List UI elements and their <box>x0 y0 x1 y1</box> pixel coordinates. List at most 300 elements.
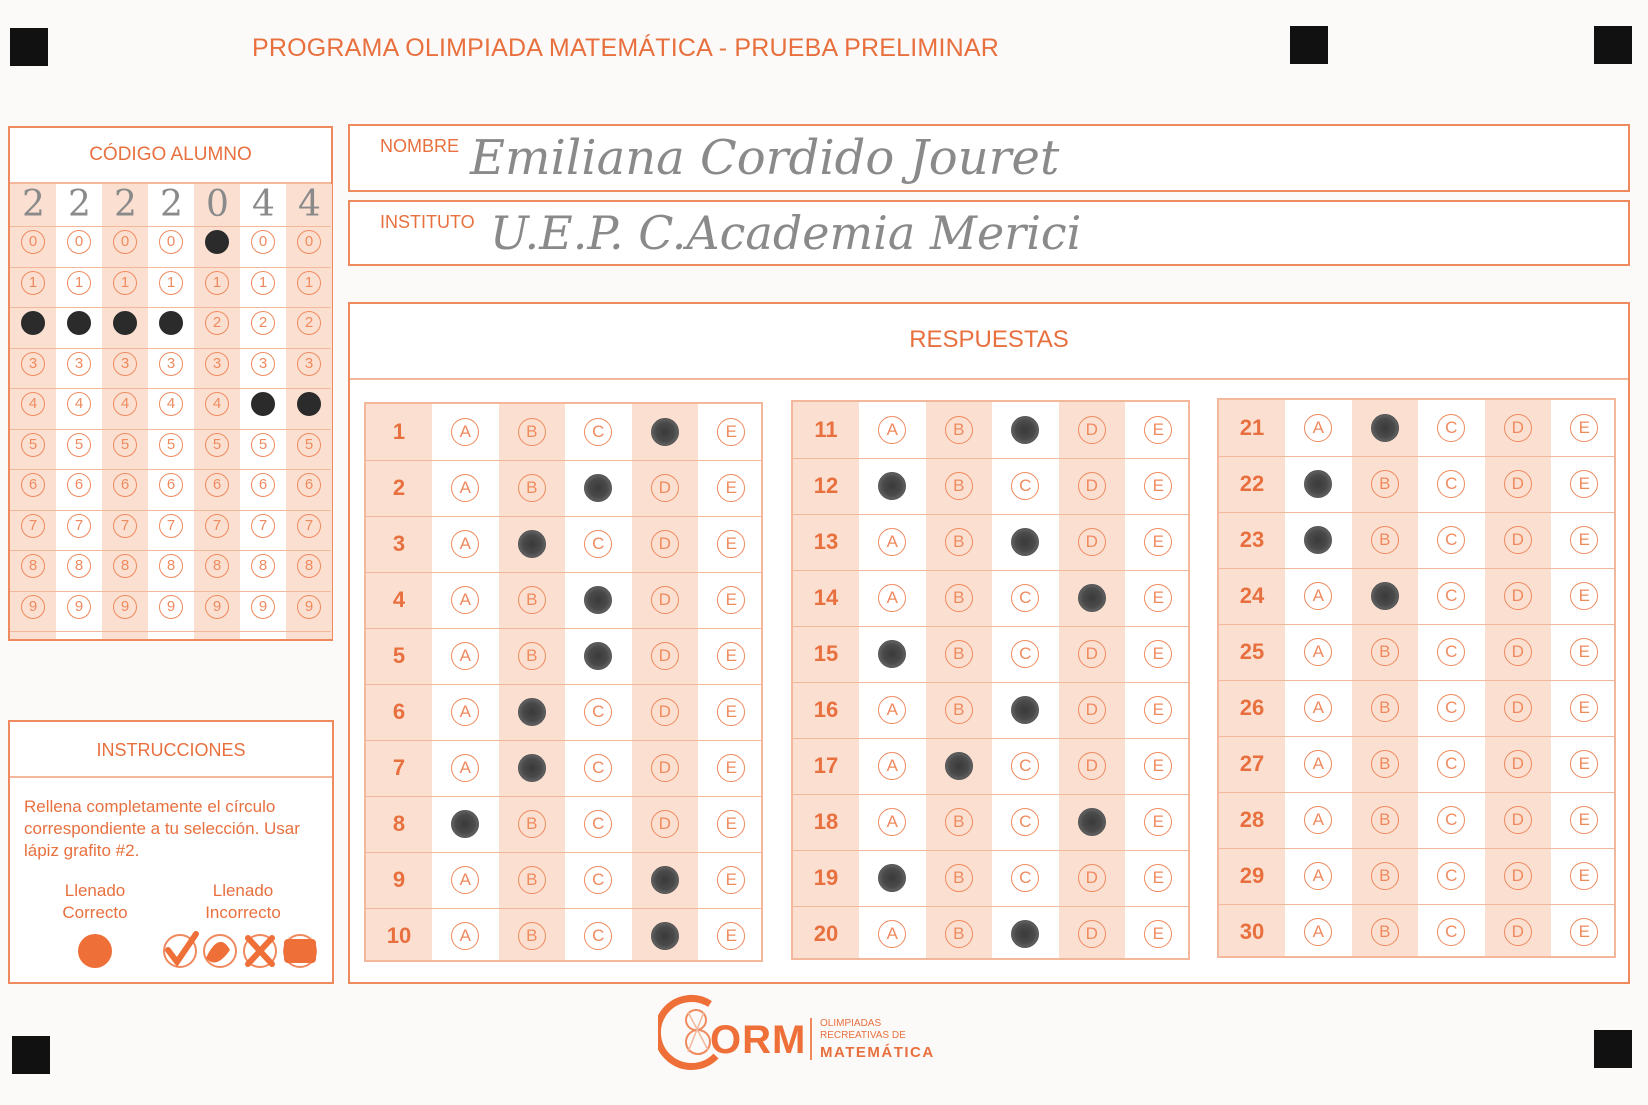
answer-bubble-e[interactable]: E <box>717 754 745 782</box>
answer-bubble-c[interactable]: C <box>1011 864 1039 892</box>
answer-bubble-d[interactable]: D <box>651 586 679 614</box>
answer-bubble-b[interactable]: B <box>1371 918 1399 946</box>
registration-mark-bottom-right <box>1594 1030 1632 1068</box>
answer-bubble-b[interactable]: B <box>945 584 973 612</box>
code-bubble-1[interactable]: 1 <box>67 271 91 295</box>
answer-bubble-c[interactable]: C <box>1437 694 1465 722</box>
answer-row-divider <box>1219 848 1614 849</box>
answer-row-divider <box>793 626 1188 627</box>
code-bubble-6[interactable]: 6 <box>113 473 137 497</box>
student-code-box <box>8 126 333 641</box>
answer-bubble-a[interactable]: A <box>1304 806 1332 834</box>
institute-value: U.E.P. C.Academia Merici <box>490 206 1082 260</box>
question-number: 20 <box>813 921 839 946</box>
answer-bubble-b[interactable]: B <box>1371 470 1399 498</box>
student-code-label: CÓDIGO ALUMNO <box>89 144 252 165</box>
answer-bubble-c[interactable]: C <box>584 754 612 782</box>
code-bubble-8[interactable]: 8 <box>159 554 183 578</box>
answer-bubble-d[interactable]: D <box>1078 920 1106 948</box>
question-number: 27 <box>1239 751 1265 776</box>
answer-bubble-a[interactable]: A <box>1304 694 1332 722</box>
question-number: 25 <box>1239 639 1265 664</box>
answers-label: RESPUESTAS <box>909 326 1069 353</box>
code-handwritten-digit: 4 <box>298 184 321 225</box>
answer-bubble-a[interactable] <box>1304 470 1332 498</box>
code-bubble-2[interactable]: 2 <box>67 311 91 335</box>
answer-bubble-d[interactable]: D <box>1504 750 1532 778</box>
answer-bubble-b[interactable]: B <box>945 696 973 724</box>
name-value: Emiliana Cordido Jouret <box>470 130 1060 186</box>
answer-bubble-a[interactable] <box>878 640 906 668</box>
code-bubble-1[interactable]: 1 <box>113 271 137 295</box>
code-bubble-0[interactable]: 0 <box>205 230 229 254</box>
answer-bubble-b[interactable]: B <box>518 474 546 502</box>
code-bubble-7[interactable]: 7 <box>251 514 275 538</box>
code-bubble-7[interactable]: 7 <box>67 514 91 538</box>
answer-bubble-a[interactable]: A <box>451 866 479 894</box>
code-bubble-2[interactable]: 2 <box>159 311 183 335</box>
answer-bubble-a[interactable] <box>878 864 906 892</box>
code-bubble-8[interactable]: 8 <box>113 554 137 578</box>
code-bubble-0[interactable]: 0 <box>159 230 183 254</box>
code-bubble-0[interactable]: 0 <box>251 230 275 254</box>
answer-row-divider <box>793 738 1188 739</box>
answer-row-divider <box>793 682 1188 683</box>
answer-bubble-d[interactable]: D <box>1504 694 1532 722</box>
answer-bubble-b[interactable] <box>518 698 546 726</box>
code-bubble-9[interactable]: 9 <box>159 595 183 619</box>
answer-bubble-e[interactable]: E <box>1570 806 1598 834</box>
code-handwritten-digit: 2 <box>160 184 183 225</box>
code-bubble-7[interactable]: 7 <box>113 514 137 538</box>
institute-field[interactable] <box>348 200 1630 266</box>
answer-bubble-e[interactable]: E <box>1570 582 1598 610</box>
answer-bubble-d[interactable] <box>1078 584 1106 612</box>
answer-bubble-d[interactable]: D <box>651 754 679 782</box>
question-number: 8 <box>392 811 406 836</box>
answer-bubble-c[interactable]: C <box>1437 918 1465 946</box>
question-number: 13 <box>813 529 839 554</box>
answer-bubble-d[interactable]: D <box>1078 472 1106 500</box>
answer-bubble-d[interactable]: D <box>1078 864 1106 892</box>
answer-row-divider <box>1219 680 1614 681</box>
answer-bubble-b[interactable]: B <box>518 586 546 614</box>
answer-bubble-c[interactable]: C <box>1437 470 1465 498</box>
answer-bubble-c[interactable] <box>1011 920 1039 948</box>
code-bubble-5[interactable]: 5 <box>205 433 229 457</box>
answer-bubble-c[interactable]: C <box>584 698 612 726</box>
code-handwritten-digit: 2 <box>114 184 137 225</box>
answer-bubble-b[interactable] <box>945 752 973 780</box>
answer-bubble-e[interactable]: E <box>1144 920 1172 948</box>
answer-bubble-c[interactable] <box>584 586 612 614</box>
answer-bubble-d[interactable]: D <box>1078 696 1106 724</box>
code-row-divider <box>10 631 331 632</box>
code-bubble-4[interactable]: 4 <box>297 392 321 416</box>
answer-bubble-b[interactable]: B <box>518 810 546 838</box>
answer-bubble-b[interactable] <box>1371 414 1399 442</box>
answer-bubble-b[interactable]: B <box>1371 694 1399 722</box>
code-bubble-0[interactable]: 0 <box>113 230 137 254</box>
logo-line-1: OLIMPIADAS <box>820 1018 882 1029</box>
answer-bubble-b[interactable]: B <box>518 922 546 950</box>
answer-bubble-e[interactable]: E <box>717 474 745 502</box>
answer-bubble-b[interactable]: B <box>945 472 973 500</box>
code-bubble-5[interactable]: 5 <box>21 433 45 457</box>
registration-mark-top-left <box>10 28 48 66</box>
answer-bubble-a[interactable]: A <box>1304 414 1332 442</box>
code-handwritten-digit: 4 <box>252 184 275 225</box>
code-bubble-7[interactable]: 7 <box>159 514 183 538</box>
code-bubble-0[interactable]: 0 <box>297 230 321 254</box>
answer-bubble-c[interactable]: C <box>584 922 612 950</box>
answer-bubble-d[interactable]: D <box>1504 526 1532 554</box>
incorrect-fill-examples-icon <box>160 930 320 972</box>
answer-bubble-e[interactable]: E <box>1570 414 1598 442</box>
answer-bubble-c[interactable]: C <box>584 418 612 446</box>
code-bubble-8[interactable]: 8 <box>205 554 229 578</box>
answer-row-divider <box>366 908 761 909</box>
code-bubble-4[interactable]: 4 <box>21 392 45 416</box>
code-bubble-8[interactable]: 8 <box>21 554 45 578</box>
code-bubble-8[interactable]: 8 <box>251 554 275 578</box>
answer-bubble-b[interactable]: B <box>1371 526 1399 554</box>
code-bubble-8[interactable]: 8 <box>297 554 321 578</box>
code-bubble-5[interactable]: 5 <box>113 433 137 457</box>
answer-bubble-c[interactable]: C <box>1437 862 1465 890</box>
answer-bubble-d[interactable]: D <box>651 698 679 726</box>
answer-bubble-e[interactable]: E <box>1570 750 1598 778</box>
answer-bubble-c[interactable]: C <box>1437 582 1465 610</box>
answer-bubble-e[interactable]: E <box>1144 864 1172 892</box>
answer-block <box>791 400 1190 960</box>
answer-bubble-a[interactable] <box>451 810 479 838</box>
answer-bubble-a[interactable]: A <box>878 920 906 948</box>
answer-bubble-e[interactable]: E <box>717 530 745 558</box>
code-bubble-1[interactable]: 1 <box>159 271 183 295</box>
code-bubble-9[interactable]: 9 <box>251 595 275 619</box>
answer-bubble-e[interactable]: E <box>717 586 745 614</box>
answer-bubble-c[interactable]: C <box>1437 414 1465 442</box>
answer-bubble-b[interactable]: B <box>1371 862 1399 890</box>
answer-bubble-e[interactable]: E <box>1144 528 1172 556</box>
code-bubble-5[interactable]: 5 <box>297 433 321 457</box>
code-bubble-5[interactable]: 5 <box>251 433 275 457</box>
code-handwritten-digit: 0 <box>206 184 229 225</box>
answer-row-divider <box>366 852 761 853</box>
student-code-grid <box>10 184 331 639</box>
answer-bubble-d[interactable]: D <box>651 810 679 838</box>
registration-mark-top-middle <box>1290 26 1328 64</box>
code-bubble-3[interactable]: 3 <box>113 352 137 376</box>
answer-bubble-d[interactable] <box>651 866 679 894</box>
answer-bubble-c[interactable]: C <box>1011 640 1039 668</box>
answer-bubble-d[interactable]: D <box>1504 638 1532 666</box>
code-bubble-3[interactable]: 3 <box>205 352 229 376</box>
answer-bubble-d[interactable]: D <box>1504 806 1532 834</box>
instructions-label: INSTRUCCIONES <box>96 740 246 760</box>
answer-bubble-d[interactable]: D <box>651 474 679 502</box>
answer-bubble-e[interactable]: E <box>717 810 745 838</box>
code-bubble-4[interactable]: 4 <box>205 392 229 416</box>
question-number: 30 <box>1239 919 1265 944</box>
question-number: 29 <box>1239 863 1265 888</box>
question-number: 2 <box>392 475 406 500</box>
answer-bubble-c[interactable] <box>584 474 612 502</box>
answer-bubble-c[interactable]: C <box>1437 806 1465 834</box>
question-number: 15 <box>813 641 839 666</box>
code-bubble-3[interactable]: 3 <box>67 352 91 376</box>
code-bubble-8[interactable]: 8 <box>67 554 91 578</box>
answer-bubble-e[interactable]: E <box>1570 862 1598 890</box>
answer-bubble-b[interactable] <box>1371 582 1399 610</box>
code-bubble-9[interactable]: 9 <box>21 595 45 619</box>
logo-line-3: MATEMÁTICA <box>820 1044 935 1061</box>
answer-bubble-b[interactable]: B <box>945 528 973 556</box>
answer-bubble-d[interactable] <box>1078 808 1106 836</box>
institute-label: INSTITUTO <box>380 212 475 232</box>
question-number: 3 <box>392 531 406 556</box>
code-row-divider <box>10 429 331 430</box>
answer-bubble-e[interactable]: E <box>1570 638 1598 666</box>
code-bubble-6[interactable]: 6 <box>159 473 183 497</box>
answer-bubble-c[interactable]: C <box>1011 584 1039 612</box>
code-handwritten-digit: 2 <box>22 184 45 225</box>
code-bubble-0[interactable]: 0 <box>21 230 45 254</box>
registration-mark-bottom-left <box>12 1036 50 1074</box>
code-bubble-3[interactable]: 3 <box>251 352 275 376</box>
answer-bubble-e[interactable]: E <box>1144 584 1172 612</box>
answer-bubble-b[interactable]: B <box>518 866 546 894</box>
question-number: 28 <box>1239 807 1265 832</box>
code-row-divider <box>10 550 331 551</box>
code-bubble-9[interactable]: 9 <box>205 595 229 619</box>
question-number: 9 <box>392 867 406 892</box>
answer-bubble-b[interactable]: B <box>945 864 973 892</box>
answer-bubble-c[interactable]: C <box>1011 808 1039 836</box>
answer-bubble-d[interactable]: D <box>651 642 679 670</box>
question-number: 21 <box>1239 415 1265 440</box>
answer-bubble-e[interactable]: E <box>1570 526 1598 554</box>
code-row-divider <box>10 307 331 308</box>
answer-bubble-d[interactable] <box>651 922 679 950</box>
answer-bubble-c[interactable]: C <box>1011 752 1039 780</box>
answer-bubble-a[interactable]: A <box>878 416 906 444</box>
code-bubble-2[interactable]: 2 <box>297 311 321 335</box>
code-bubble-6[interactable]: 6 <box>21 473 45 497</box>
answer-row-divider <box>366 516 761 517</box>
answer-bubble-b[interactable]: B <box>1371 806 1399 834</box>
code-bubble-6[interactable]: 6 <box>67 473 91 497</box>
question-number: 19 <box>813 865 839 890</box>
answer-row-divider <box>793 514 1188 515</box>
answer-bubble-d[interactable] <box>651 418 679 446</box>
answer-bubble-e[interactable]: E <box>717 698 745 726</box>
code-bubble-2[interactable]: 2 <box>113 311 137 335</box>
answer-bubble-a[interactable]: A <box>451 418 479 446</box>
code-bubble-2[interactable]: 2 <box>251 311 275 335</box>
answer-bubble-e[interactable]: E <box>1144 472 1172 500</box>
answer-bubble-e[interactable]: E <box>717 866 745 894</box>
code-bubble-5[interactable]: 5 <box>67 433 91 457</box>
answer-bubble-a[interactable]: A <box>1304 582 1332 610</box>
answer-bubble-b[interactable] <box>518 530 546 558</box>
answer-bubble-c[interactable]: C <box>1437 638 1465 666</box>
answer-bubble-a[interactable]: A <box>451 754 479 782</box>
code-bubble-2[interactable]: 2 <box>205 311 229 335</box>
answer-bubble-c[interactable]: C <box>584 866 612 894</box>
answer-bubble-a[interactable]: A <box>451 642 479 670</box>
answer-bubble-a[interactable]: A <box>878 528 906 556</box>
code-row-divider <box>10 267 331 268</box>
answer-bubble-b[interactable]: B <box>518 418 546 446</box>
answer-bubble-d[interactable]: D <box>1078 416 1106 444</box>
answer-bubble-a[interactable]: A <box>878 696 906 724</box>
instructions-text: Rellena completamente el círculo correspondiente a tu selección. Usar lápiz grafito #2. <box>24 797 300 860</box>
answer-bubble-d[interactable]: D <box>651 530 679 558</box>
code-bubble-7[interactable]: 7 <box>297 514 321 538</box>
answer-bubble-c[interactable]: C <box>584 810 612 838</box>
answer-bubble-a[interactable]: A <box>1304 918 1332 946</box>
answer-bubble-d[interactable]: D <box>1504 470 1532 498</box>
answer-row-divider <box>366 460 761 461</box>
answer-bubble-a[interactable]: A <box>878 752 906 780</box>
code-row-divider <box>10 591 331 592</box>
question-number: 23 <box>1239 527 1265 552</box>
answer-row-divider <box>1219 624 1614 625</box>
answer-bubble-b[interactable] <box>518 754 546 782</box>
code-bubble-4[interactable]: 4 <box>113 392 137 416</box>
answer-bubble-b[interactable]: B <box>945 640 973 668</box>
answer-row-divider <box>1219 568 1614 569</box>
answer-bubble-e[interactable]: E <box>1144 696 1172 724</box>
logo-line-2: RECREATIVAS DE <box>820 1030 906 1041</box>
code-bubble-9[interactable]: 9 <box>297 595 321 619</box>
answer-bubble-c[interactable]: C <box>1437 750 1465 778</box>
answer-bubble-b[interactable]: B <box>945 808 973 836</box>
code-bubble-1[interactable]: 1 <box>251 271 275 295</box>
answer-row-divider <box>1219 512 1614 513</box>
answer-bubble-c[interactable]: C <box>1011 472 1039 500</box>
answer-bubble-d[interactable]: D <box>1078 528 1106 556</box>
answer-bubble-c[interactable] <box>584 642 612 670</box>
answer-bubble-e[interactable]: E <box>717 642 745 670</box>
divider <box>350 378 1628 380</box>
answer-bubble-e[interactable]: E <box>1570 694 1598 722</box>
answer-bubble-e[interactable]: E <box>1144 752 1172 780</box>
code-bubble-4[interactable]: 4 <box>159 392 183 416</box>
answer-bubble-a[interactable]: A <box>451 698 479 726</box>
answer-row-divider <box>1219 736 1614 737</box>
answer-bubble-a[interactable]: A <box>451 530 479 558</box>
answer-bubble-b[interactable]: B <box>518 642 546 670</box>
question-number: 4 <box>392 587 406 612</box>
answer-bubble-d[interactable]: D <box>1504 414 1532 442</box>
answer-row-divider <box>1219 456 1614 457</box>
answer-bubble-c[interactable]: C <box>1437 526 1465 554</box>
answer-bubble-e[interactable]: E <box>717 418 745 446</box>
code-bubble-3[interactable]: 3 <box>297 352 321 376</box>
code-bubble-3[interactable]: 3 <box>159 352 183 376</box>
answer-bubble-d[interactable]: D <box>1078 640 1106 668</box>
answer-row-divider <box>793 850 1188 851</box>
answer-row-divider <box>1219 904 1614 905</box>
question-number: 22 <box>1239 471 1265 496</box>
answer-bubble-d[interactable]: D <box>1504 582 1532 610</box>
answer-bubble-a[interactable] <box>1304 526 1332 554</box>
answer-bubble-a[interactable] <box>878 472 906 500</box>
code-bubble-5[interactable]: 5 <box>159 433 183 457</box>
incorrect-fill-label: Llenado Incorrecto <box>205 881 281 922</box>
code-bubble-7[interactable]: 7 <box>205 514 229 538</box>
code-row-divider <box>10 388 331 389</box>
answer-bubble-e[interactable]: E <box>1144 640 1172 668</box>
code-bubble-6[interactable]: 6 <box>251 473 275 497</box>
code-bubble-9[interactable]: 9 <box>113 595 137 619</box>
question-number: 14 <box>813 585 839 610</box>
answer-bubble-e[interactable]: E <box>1144 808 1172 836</box>
code-bubble-3[interactable]: 3 <box>21 352 45 376</box>
answer-bubble-c[interactable]: C <box>584 530 612 558</box>
code-bubble-1[interactable]: 1 <box>297 271 321 295</box>
answer-row-divider <box>793 570 1188 571</box>
code-bubble-6[interactable]: 6 <box>205 473 229 497</box>
correct-fill-example-icon <box>78 934 112 968</box>
answer-bubble-b[interactable]: B <box>1371 750 1399 778</box>
answer-bubble-a[interactable]: A <box>451 474 479 502</box>
answer-bubble-a[interactable]: A <box>878 808 906 836</box>
answer-bubble-a[interactable]: A <box>1304 638 1332 666</box>
answer-bubble-e[interactable]: E <box>1570 470 1598 498</box>
code-bubble-2[interactable]: 2 <box>21 311 45 335</box>
question-number: 24 <box>1239 583 1265 608</box>
logo-divider <box>810 1018 812 1060</box>
answer-bubble-d[interactable]: D <box>1504 862 1532 890</box>
answer-bubble-d[interactable]: D <box>1504 918 1532 946</box>
name-field[interactable] <box>348 124 1630 192</box>
answer-bubble-a[interactable]: A <box>1304 750 1332 778</box>
code-bubble-4[interactable]: 4 <box>251 392 275 416</box>
answer-bubble-c[interactable] <box>1011 696 1039 724</box>
answer-bubble-b[interactable]: B <box>945 920 973 948</box>
answer-bubble-a[interactable]: A <box>451 586 479 614</box>
answer-row-divider <box>366 684 761 685</box>
answer-row-divider <box>366 628 761 629</box>
question-number: 18 <box>813 809 839 834</box>
code-bubble-9[interactable]: 9 <box>67 595 91 619</box>
page-title: PROGRAMA OLIMPIADA MATEMÁTICA - PRUEBA PRELIMINAR <box>252 34 999 62</box>
answer-bubble-e[interactable]: E <box>1144 416 1172 444</box>
answer-bubble-c[interactable] <box>1011 416 1039 444</box>
code-bubble-7[interactable]: 7 <box>21 514 45 538</box>
answer-bubble-d[interactable]: D <box>1078 752 1106 780</box>
answer-bubble-e[interactable]: E <box>717 922 745 950</box>
code-bubble-1[interactable]: 1 <box>205 271 229 295</box>
code-bubble-4[interactable]: 4 <box>67 392 91 416</box>
answer-row-divider <box>366 572 761 573</box>
answer-bubble-a[interactable]: A <box>878 584 906 612</box>
answer-bubble-a[interactable]: A <box>451 922 479 950</box>
answer-bubble-b[interactable]: B <box>1371 638 1399 666</box>
question-number: 12 <box>813 473 839 498</box>
answer-bubble-e[interactable]: E <box>1570 918 1598 946</box>
answer-bubble-a[interactable]: A <box>1304 862 1332 890</box>
code-bubble-0[interactable]: 0 <box>67 230 91 254</box>
answer-bubble-c[interactable] <box>1011 528 1039 556</box>
code-bubble-1[interactable]: 1 <box>21 271 45 295</box>
code-bubble-6[interactable]: 6 <box>297 473 321 497</box>
answer-bubble-b[interactable]: B <box>945 416 973 444</box>
